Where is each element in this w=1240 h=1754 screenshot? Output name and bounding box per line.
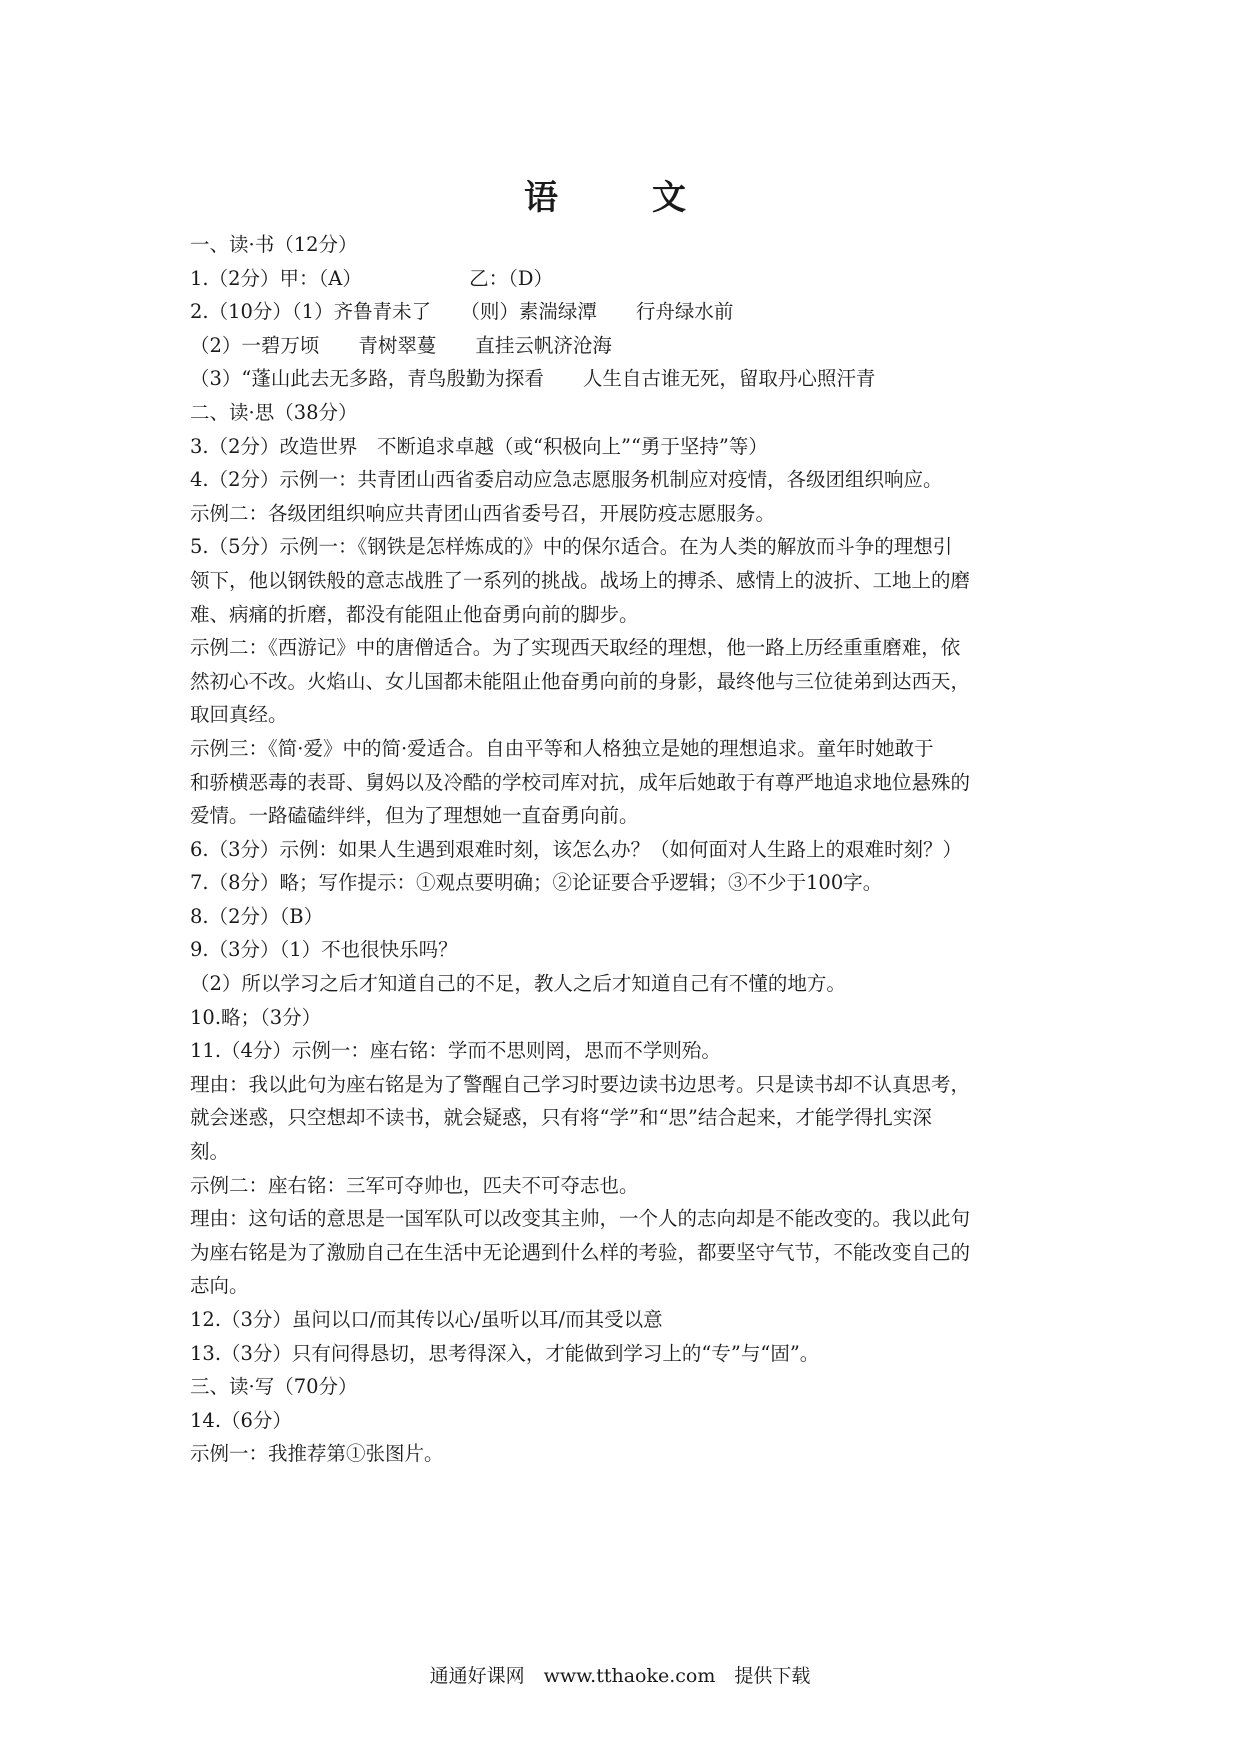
text-line: 8.（2分）（B） — [190, 904, 324, 928]
text-line: 示例三：《简·爱》中的简·爱适合。自由平等和人格独立是她的理想追求。童年时她敢于 — [190, 736, 934, 760]
text-line: 13.（3分）只有问得恳切，思考得深入，才能做到学习上的“专”与“固”。 — [190, 1341, 820, 1365]
text-line: 一、读·书（12分） — [190, 233, 358, 256]
text-line: 6.（3分）示例：如果人生遇到艰难时刻，该怎么办？（如何面对人生路上的艰难时刻？） — [190, 837, 963, 861]
text-line: （2）所以学习之后才知道自己的不足，教人之后才知道自己有不懂的地方。 — [190, 972, 846, 996]
text-line: 5.（5分）示例一：《钢铁是怎样炼成的》中的保尔适合。在为人类的解放而斗争的理想引 — [190, 535, 953, 559]
text-line: 和骄横恶毒的表哥、舅妈以及冷酷的学校司库对抗，成年后她敢于有尊严地追求地位悬殊的 — [190, 770, 971, 794]
text-line: 爱情。一路磕磕绊绊，但为了理想她一直奋勇向前。 — [190, 804, 639, 828]
text-line: 7.（8分）略；写作提示：①观点要明确；②论证要合乎逻辑；③不少于100字。 — [190, 871, 883, 895]
text-line: 9.（3分）（1）不也很快乐吗？ — [190, 938, 458, 962]
text-line: 示例二：座右铭：三军可夺帅也，匹夫不可夺志也。 — [190, 1173, 639, 1197]
text-line: 14.（6分） — [190, 1408, 292, 1432]
text-line: 然初心不改。火焰山、女儿国都未能阻止他奋勇向前的身影，最终他与三位徒弟到达西天， — [190, 669, 971, 693]
text-line: 1.（2分）甲：（A） 乙：（D） — [190, 266, 553, 290]
text-line: 11.（4分）示例一：座右铭：学而不思则罔，思而不学则殆。 — [190, 1039, 721, 1063]
text-line: 领下，他以钢铁般的意志战胜了一系列的挑战。战场上的搏杀、感情上的波折、工地上的磨 — [190, 568, 971, 592]
answer-content — [190, 228, 1070, 1471]
text-line: 理由：这句话的意思是一国军队可以改变其主帅，一个人的志向却是不能改变的。我以此句 — [190, 1207, 971, 1231]
text-line: 示例一：我推荐第①张图片。 — [190, 1442, 444, 1466]
text-line: （2）一碧万顷 青树翠蔓 直挂云帆济沧海 — [190, 333, 612, 357]
text-line: 志向。 — [190, 1274, 249, 1298]
text-line: 二、读·思（38分） — [190, 400, 358, 424]
text-line: 示例二：《西游记》中的唐僧适合。为了实现西天取经的理想，他一路上历经重重磨难，依 — [190, 636, 961, 660]
text-line: 3.（2分）改造世界 不断追求卓越（或“积极向上”“勇于坚持”等） — [190, 434, 768, 458]
text-line: 4.（2分）示例一：共青团山西省委启动应急志愿服务机制应对疫情，各级团组织响应。 — [190, 468, 943, 492]
page-title: 语 文 — [524, 178, 716, 218]
text-line: 就会迷惑，只空想却不读书，就会疑惑，只有将“学”和“思”结合起来，才能学得扎实深 — [190, 1106, 932, 1130]
text-line: 理由：我以此句为座右铭是为了警醒自己学习时要边读书边思考。只是读书却不认真思考， — [190, 1072, 971, 1096]
text-line: 示例二：各级团组织响应共青团山西省委号召，开展防疫志愿服务。 — [190, 501, 776, 525]
text-line: 12.（3分）虽问以口/而其传以心/虽听以耳/而其受以意 — [190, 1308, 663, 1331]
text-line: （3）“蓬山此去无多路，青鸟殷勤为探看 人生自古谁无死，留取丹心照汗青 — [190, 367, 876, 391]
footer-text: 通通好课网 www.tthaoke.com 提供下载 — [429, 1665, 811, 1687]
text-line: 刻。 — [190, 1140, 230, 1164]
text-line: 10.略；（3分） — [190, 1005, 322, 1029]
text-line: 取回真经。 — [190, 703, 288, 727]
text-line: 2.（10分）（1）齐鲁青未了 （则）素湍绿潭 行舟绿水前 — [190, 300, 734, 324]
text-line: 难、病痛的折磨，都没有能阻止他奋勇向前的脚步。 — [190, 602, 639, 626]
text-line: 为座右铭是为了激励自己在生活中无论遇到什么样的考验，都要坚守气节，不能改变自己的 — [190, 1240, 971, 1264]
text-line: 三、读·写（70分） — [190, 1375, 358, 1399]
